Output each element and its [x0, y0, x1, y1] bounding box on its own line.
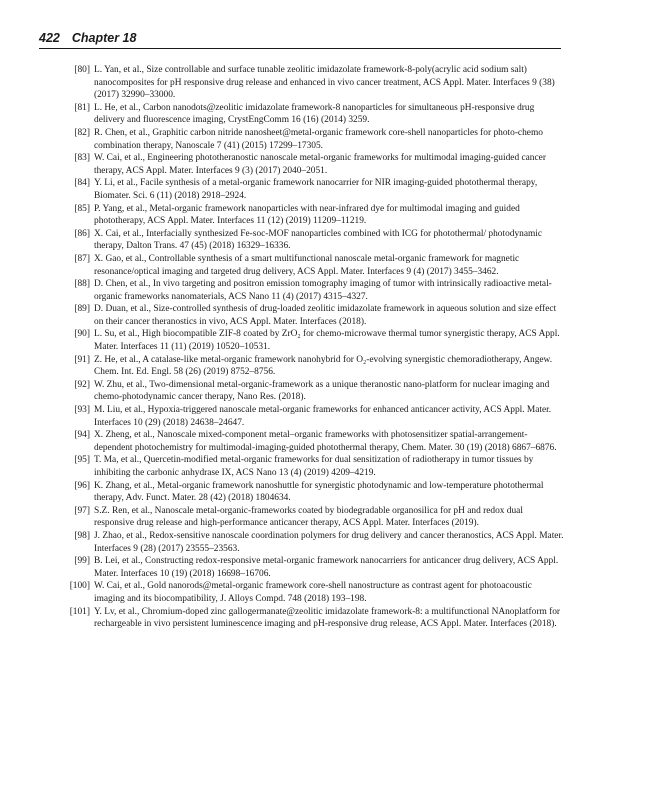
reference-text[interactable]: R. Chen, et al., Graphitic carbon nitride nanosheet@metal-organic framework core-shell nanoparticles for photo-chemo combination therapy, Nanoscale 7 (41) (2015) 17299–17305. [94, 127, 543, 151]
reference-number: [99] [74, 556, 90, 567]
reference-text[interactable]: X. Cai, et al., Interfacially synthesized Fe-soc-MOF nanoparticles combined with ICG for photothermal/ photodynamic therapy, Dalton Trans. 47 (45) (2018) 16329–16336. [94, 228, 543, 252]
reference-text[interactable]: L. He, et al., Carbon nanodots@zeolitic imidazolate framework-8 nanoparticles for simultaneous pH-responsive drug delivery and fluorescence imaging, CrystEngComm 16 (16) (2014) 3259. [94, 102, 535, 126]
reference-item [39, 303, 564, 328]
reference-item [39, 530, 564, 555]
reference-number: [93] [74, 405, 90, 416]
reference-item [39, 64, 564, 102]
reference-number: [84] [74, 178, 90, 189]
reference-item [39, 152, 564, 177]
reference-item [39, 177, 564, 202]
reference-number: [82] [74, 127, 90, 138]
reference-item [39, 228, 564, 253]
reference-item [39, 278, 564, 303]
page-number: 422 [39, 31, 60, 45]
reference-number: [89] [74, 304, 90, 315]
reference-text[interactable]: W. Zhu, et al., Two-dimensional metal-organic-framework as a unique theranostic nano-platform for nuclear imaging and chemo-photodynamic cancer therapy, Nano Res. (2018). [94, 379, 550, 403]
reference-item [39, 480, 564, 505]
reference-text[interactable]: D. Chen, et al., In vivo targeting and positron emission tomography imaging of tumor with intrinsically radioactive metal-organic frameworks nanomaterials, ACS Nano 11 (4) (2017) 4315–4327. [94, 279, 552, 302]
reference-text[interactable]: W. Cai, et al., Gold nanorods@metal-organic framework core-shell nanostructure as contrast agent for photoacoustic imaging and its biocompatibility, J. Alloys Compd. 748 (2018) 193–198. [94, 581, 532, 604]
reference-text[interactable]: X. Gao, et al., Controllable synthesis of a smart multifunctional nanoscale metal-organic framework for magnetic resonance/optical imaging and targeted drug delivery, ACS Appl. Mater. Interfaces 9 (4) (2017) 3455–3462. [94, 253, 520, 277]
reference-list [39, 64, 564, 631]
reference-text[interactable]: Z. He, et al., A catalase-like metal-organic framework nanohybrid for O₂-evolving synergistic chemoradiotherapy, Angew. Chem. Int. Ed. Engl. 58 (26) (2019) 8752–8756. [94, 354, 553, 378]
reference-number: [81] [74, 102, 90, 113]
reference-text[interactable]: K. Zhang, et al., Metal-organic framework nanoshuttle for synergistic photodynamic and low-temperature photothermal therapy, Adv. Funct. Mater. 28 (42) (2018) 1804634. [94, 480, 544, 504]
reference-text[interactable]: L. Su, et al., High biocompatible ZIF-8 coated by ZrO₂ for chemo-microwave thermal tumor synergistic therapy, ACS Appl. Mater. Interfaces 11 (11) (2019) 10520–10531. [94, 329, 560, 353]
reference-item [39, 404, 564, 429]
reference-number: [96] [74, 480, 90, 491]
reference-number: [85] [74, 203, 90, 214]
reference-item [39, 580, 564, 605]
reference-number: [101] [69, 606, 90, 617]
page-header [39, 29, 561, 49]
reference-item [39, 555, 564, 580]
reference-number: [95] [74, 455, 90, 466]
reference-number: [92] [74, 379, 90, 390]
reference-item [39, 354, 564, 379]
reference-text[interactable]: L. Yan, et al., Size controllable and surface tunable zeolitic imidazolate framework-8-poly(acrylic acid sodium salt) nanocomposites for pH responsive drug release and enhanced in vivo cancer treatment, ACS Appl. Mater. Interfaces 9 (38) (2017) 32990–33000. [94, 65, 555, 101]
reference-number: [90] [74, 329, 90, 340]
reference-text[interactable]: Y. Lv, et al., Chromium-doped zinc gallogermanate@zeolitic imidazolate framework-8: a multifunctional NAnoplatform for rechargeable in vivo persistent luminescence imaging and pH-responsive drug release, ACS Appl. Mater. Interfaces (2018). [94, 606, 561, 630]
reference-text[interactable]: T. Ma, et al., Quercetin-modified metal-organic frameworks for dual sensitization of radiotherapy in tumor tissues by inhibiting the carbonic anhydrase IX, ACS Nano 13 (4) (2019) 4209–4219. [94, 455, 534, 478]
reference-item [39, 379, 564, 404]
reference-number: [91] [74, 354, 90, 365]
reference-text[interactable]: X. Zheng, et al., Nanoscale mixed-component metal–organic frameworks with photosensitizer spatial-arrangement-dependent photochemistry for multimodal-imaging-guided photothermal therapy, Chem. Mater. 30 (19) (2018) 6867–6876. [94, 430, 557, 453]
reference-number: [86] [74, 228, 90, 239]
reference-text[interactable]: J. Zhao, et al., Redox-sensitive nanoscale coordination polymers for drug delivery and cancer theranostics, ACS Appl. Mater. Interfaces 9 (28) (2017) 23555–23563. [94, 530, 564, 554]
reference-text[interactable]: Y. Li, et al., Facile synthesis of a metal-organic framework nanocarrier for NIR imaging-guided photothermal therapy, Biomater. Sci. 6 (11) (2018) 2918–2924. [94, 178, 538, 201]
reference-number: [88] [74, 279, 90, 290]
reference-text[interactable]: S.Z. Ren, et al., Nanoscale metal-organic-frameworks coated by biodegradable organosilica for pH and redox dual responsive drug release and high-performance anticancer therapy, ACS Appl. Mater. Interfaces (2019). [94, 505, 523, 529]
reference-number: [80] [74, 65, 90, 75]
chapter-title: Chapter 18 [71, 31, 137, 45]
reference-item [39, 203, 564, 228]
reference-item [39, 606, 564, 631]
reference-number: [87] [74, 253, 90, 264]
reference-text[interactable]: B. Lei, et al., Constructing redox-responsive metal-organic framework nanocarriers for anticancer drug delivery, ACS Appl. Mater. Interfaces 10 (19) (2018) 16698–16706. [94, 556, 559, 579]
reference-number: [97] [74, 505, 90, 516]
reference-text[interactable]: D. Duan, et al., Size-controlled synthesis of drug-loaded zeolitic imidazolate framework in aqueous solution and size effect on their cancer theranostics in vivo, ACS Appl. Mater. Interfaces (2018). [94, 304, 557, 327]
reference-text[interactable]: P. Yang, et al., Metal-organic framework nanoparticles with near-infrared dye for multimodal imaging and guided phototherapy, ACS Appl. Mater. Interfaces 11 (12) (2019) 11209–11219. [94, 203, 520, 227]
reference-text[interactable]: W. Cai, et al., Engineering phototheranostic nanoscale metal-organic frameworks for multimodal imaging-guided cancer therapy, ACS Appl. Mater. Interfaces 9 (3) (2017) 2040–2051. [94, 153, 546, 176]
reference-item [39, 253, 564, 278]
reference-item [39, 328, 564, 353]
reference-number: [94] [74, 430, 90, 441]
reference-number: [100] [69, 581, 90, 592]
reference-item [39, 454, 564, 479]
reference-item [39, 429, 564, 454]
reference-item [39, 505, 564, 530]
reference-text[interactable]: M. Liu, et al., Hypoxia-triggered nanoscale metal-organic frameworks for enhanced anticancer activity, ACS Appl. Mater. Interfaces 10 (29) (2018) 24638–24647. [94, 405, 552, 428]
reference-item [39, 102, 564, 127]
reference-item [39, 127, 564, 152]
reference-number: [98] [74, 530, 90, 541]
reference-number: [83] [74, 153, 90, 164]
